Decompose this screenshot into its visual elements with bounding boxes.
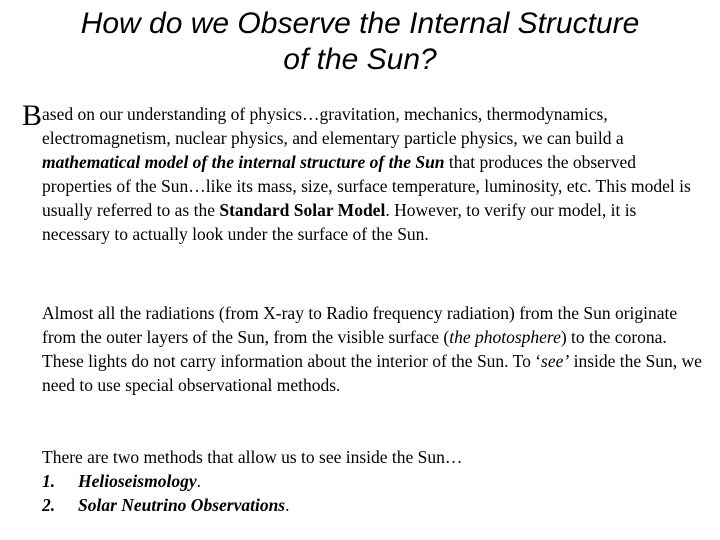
para2-text-a: Almost all the radiations (from X-ray to Radio frequency radiation) from the Sun originate from the outer layers of the Sun, from the visible surface ( xyxy=(42,303,678,347)
paragraph-standard-solar-model xyxy=(22,99,707,246)
paragraph-radiations xyxy=(42,301,702,397)
title-line-2: of the Sun? xyxy=(283,43,437,76)
title-line-1: How do we Observe the Internal Structure xyxy=(80,7,640,40)
para2-emphasis-see: see’ xyxy=(541,351,570,371)
list-item xyxy=(42,493,702,517)
list-item xyxy=(42,469,702,493)
methods-list xyxy=(42,469,702,517)
para1-text-a: ased on our understanding of physics…gravitation, mechanics, thermodynamics, electromagnetism, nuclear physics, and elementary particle physics, we can build a xyxy=(42,104,624,148)
para1-text-b: that produces the observed properties of the Sun…like its mass, size, surface temperature, luminosity, etc. This model is usually referred to as the xyxy=(42,152,691,220)
para2-text-b: ) to the corona. These lights do not carry information about the interior of the Sun. To ‘ xyxy=(42,327,667,371)
list-item-label: Helioseismology xyxy=(78,471,197,491)
para1-emphasis-ssm: Standard Solar Model xyxy=(219,200,386,220)
methods-intro: There are two methods that allow us to see inside the Sun… xyxy=(42,447,463,467)
para2-text-c: inside the Sun, we need to use special observational methods. xyxy=(42,351,702,395)
slide-title xyxy=(0,6,720,78)
list-item-number: 1. xyxy=(42,471,56,491)
list-item-number: 2. xyxy=(42,495,56,515)
drop-cap: B xyxy=(22,99,43,132)
para2-emphasis-photosphere: the photosphere xyxy=(449,327,561,347)
paragraph-methods xyxy=(42,445,702,517)
list-item-suffix: . xyxy=(196,471,201,491)
para1-text-c: . However, to verify our model, it is necessary to actually look under the surface of the Sun. xyxy=(42,200,637,244)
list-item-label: Solar Neutrino Observations xyxy=(78,495,286,515)
list-item-suffix: . xyxy=(285,495,290,515)
para1-emphasis-model: mathematical model of the internal structure of the Sun xyxy=(42,152,445,172)
